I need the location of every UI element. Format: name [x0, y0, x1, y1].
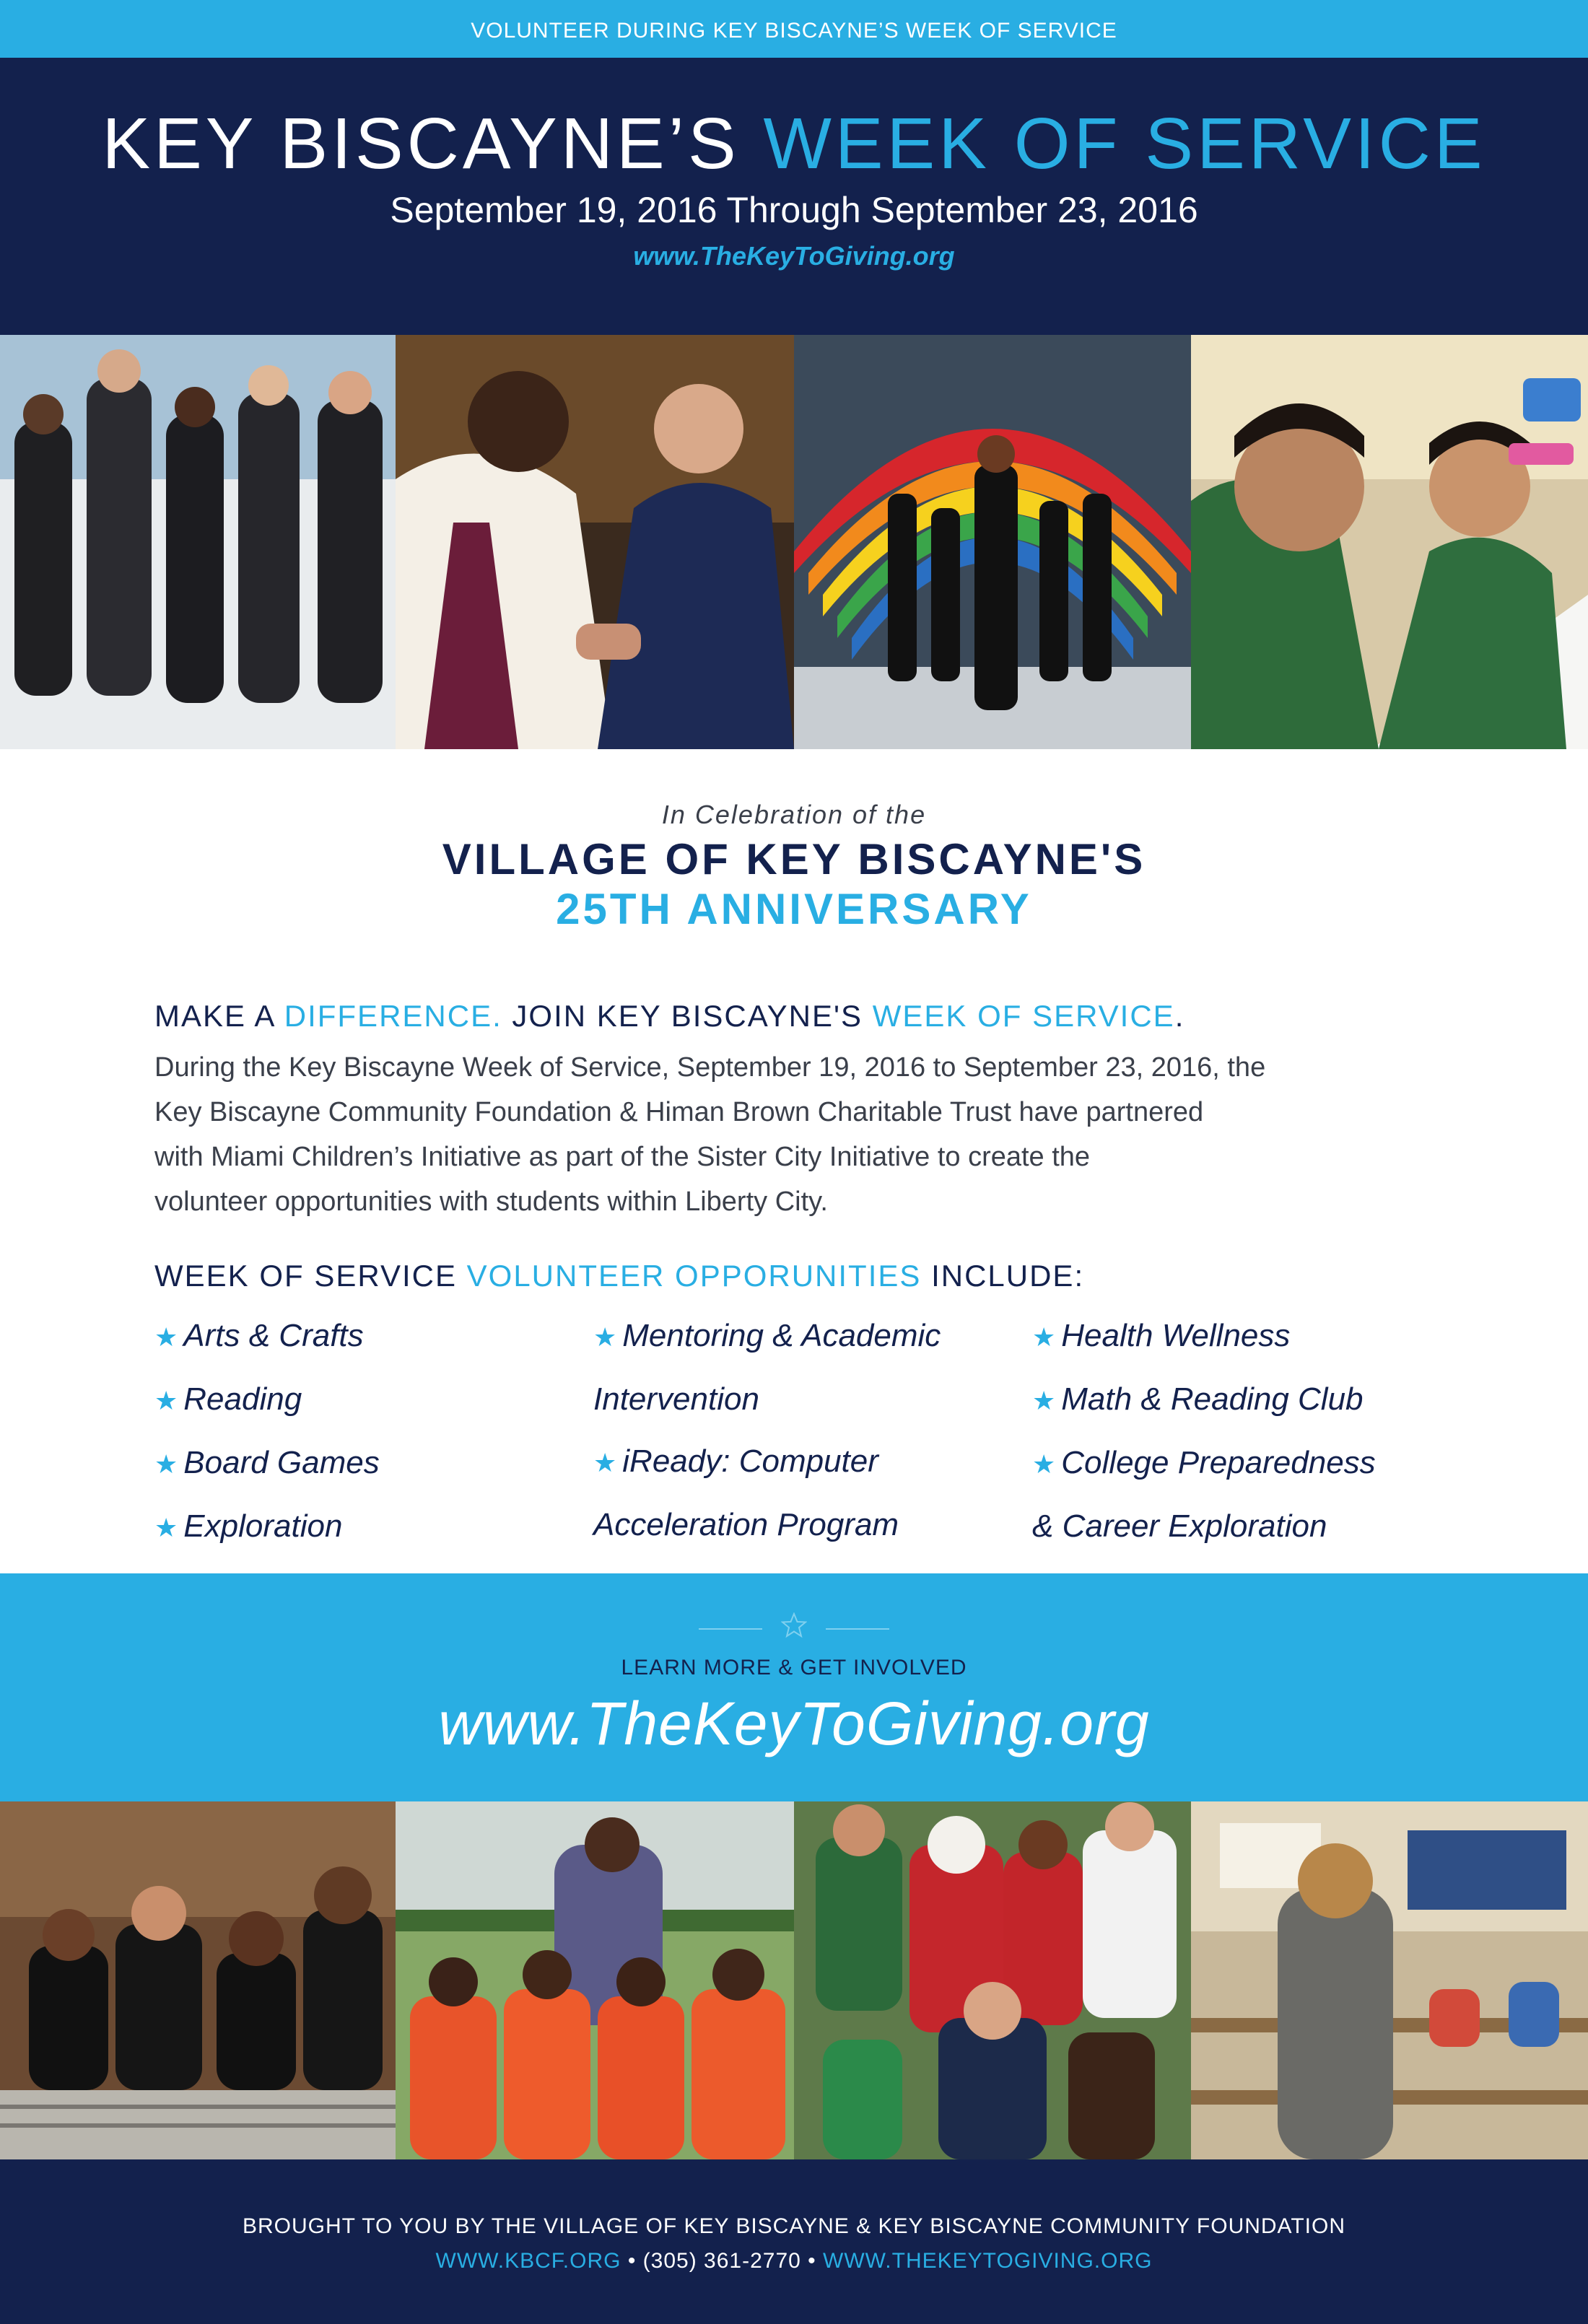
footer: [0, 2159, 1588, 2324]
list-item-label: Acceleration Program: [593, 1507, 899, 1542]
list-item: [1032, 1305, 1376, 1368]
footer-contact: [0, 2249, 1588, 2273]
list-item: [154, 1305, 380, 1368]
bottom-photo-strip: [0, 1801, 1588, 2159]
opportunities-column-1: [154, 1305, 380, 1559]
paragraph-line: with Miami Children’s Initiative as part of the Sister City Initiative to create the: [154, 1142, 1091, 1172]
separator: •: [800, 2249, 824, 2273]
girls-choir-performance-photo: [794, 335, 1191, 749]
star-icon: ★: [1032, 1386, 1056, 1415]
make-part3: JOIN KEY BISCAYNE'S: [502, 999, 873, 1033]
kbcf-website-link[interactable]: WWW.KBCF.ORG: [435, 2249, 621, 2273]
list-item: [1032, 1432, 1376, 1495]
list-item-label: Math & Reading Club: [1061, 1381, 1364, 1417]
cta-website-link[interactable]: www.TheKeyToGiving.org: [438, 1690, 1150, 1757]
keytogiving-website-link[interactable]: WWW.THEKEYTOGIVING.ORG: [823, 2249, 1153, 2273]
page-title: [0, 102, 1588, 185]
top-banner-text: VOLUNTEER DURING KEY BISCAYNE’S WEEK OF SERVICE: [471, 19, 1117, 43]
hero-header: [0, 58, 1588, 335]
graduation-handshake-photo: [396, 335, 794, 749]
list-item: [593, 1305, 941, 1368]
call-to-action-band: [0, 1573, 1588, 1801]
hero-website-link[interactable]: www.TheKeyToGiving.org: [633, 241, 955, 271]
children-drawing-photo: [1191, 335, 1588, 749]
anniversary-heading-line2: 25TH ANNIVERSARY: [556, 885, 1032, 933]
make-difference-heading: [154, 999, 1185, 1034]
footer-credit: BROUGHT TO YOU BY THE VILLAGE OF KEY BISCAYNE & KEY BISCAYNE COMMUNITY FOUNDATION: [242, 2214, 1346, 2238]
description-paragraph: [154, 1045, 1454, 1224]
celebration-intro: In Celebration of the: [661, 800, 927, 829]
event-dates: September 19, 2016 Through September 23, 2016: [390, 190, 1198, 230]
make-part4: WEEK OF SERVICE: [872, 999, 1175, 1033]
star-icon: ★: [1032, 1322, 1056, 1352]
santa-community-photo: [794, 1801, 1191, 2159]
star-icon: ★: [154, 1322, 178, 1352]
list-item-label: Arts & Crafts: [183, 1318, 364, 1353]
youth-soccer-team-photo: [396, 1801, 794, 2159]
list-item-label: Exploration: [183, 1508, 343, 1544]
list-item: [593, 1430, 941, 1494]
star-icon: ★: [154, 1386, 178, 1415]
opportunities-heading: [154, 1259, 1084, 1293]
paragraph-line: volunteer opportunities with students within Liberty City.: [154, 1187, 828, 1217]
list-item-label: Mentoring & Academic: [622, 1318, 941, 1353]
girls-music-studio-photo: [0, 1801, 396, 2159]
list-item-label: & Career Exploration: [1032, 1508, 1327, 1544]
opportunities-column-2: [593, 1305, 941, 1556]
list-item: [154, 1495, 380, 1559]
ops-heading-part1: WEEK OF SERVICE: [154, 1259, 467, 1293]
paragraph-line: During the Key Biscayne Week of Service, September 19, 2016 to September 23, 2016, the: [154, 1052, 1266, 1083]
ops-heading-part3: INCLUDE:: [921, 1259, 1085, 1293]
list-item: [154, 1432, 380, 1495]
list-item-label: Reading: [183, 1381, 302, 1417]
volunteers-group-photo: [0, 335, 396, 749]
star-icon: ★: [593, 1448, 617, 1477]
top-photo-strip: [0, 335, 1588, 749]
learn-more-label: LEARN MORE & GET INVOLVED: [621, 1656, 967, 1679]
list-item-label: Intervention: [593, 1381, 759, 1417]
list-item-continuation: [593, 1494, 941, 1556]
list-item-label: College Preparedness: [1061, 1445, 1376, 1480]
separator: •: [621, 2249, 643, 2273]
divider-right: [826, 1628, 889, 1630]
list-item-continuation: [593, 1368, 941, 1430]
divider-left: [699, 1628, 762, 1630]
star-icon: ★: [154, 1449, 178, 1479]
star-icon: ★: [593, 1322, 617, 1352]
paragraph-line: Key Biscayne Community Foundation & Himan Brown Charitable Trust have partnered: [154, 1097, 1204, 1127]
list-item: [154, 1368, 380, 1432]
anniversary-heading-line1: VILLAGE OF KEY BISCAYNE'S: [442, 835, 1146, 883]
list-item-label: Board Games: [183, 1445, 380, 1480]
title-part-navy: KEY BISCAYNE’S: [102, 103, 764, 184]
opportunities-column-3: [1032, 1305, 1376, 1558]
classroom-teacher-photo: [1191, 1801, 1588, 2159]
ops-heading-part2: VOLUNTEER OPPORUNITIES: [466, 1259, 922, 1293]
make-part2: DIFFERENCE.: [284, 999, 502, 1033]
phone-number: (305) 361-2770: [642, 2249, 801, 2273]
make-part5: .: [1174, 999, 1185, 1033]
list-item-label: iReady: Computer: [622, 1443, 878, 1479]
anniversary-section: [0, 800, 1588, 934]
title-part-accent: WEEK OF SERVICE: [763, 103, 1486, 184]
list-item-continuation: [1032, 1495, 1376, 1558]
top-banner: [0, 0, 1588, 58]
star-icon: ★: [154, 1513, 178, 1542]
list-item-label: Health Wellness: [1061, 1318, 1291, 1353]
list-item: [1032, 1368, 1376, 1432]
star-icon: ★: [1032, 1449, 1056, 1479]
star-outline-icon: [781, 1612, 807, 1638]
make-part1: MAKE A: [154, 999, 284, 1033]
